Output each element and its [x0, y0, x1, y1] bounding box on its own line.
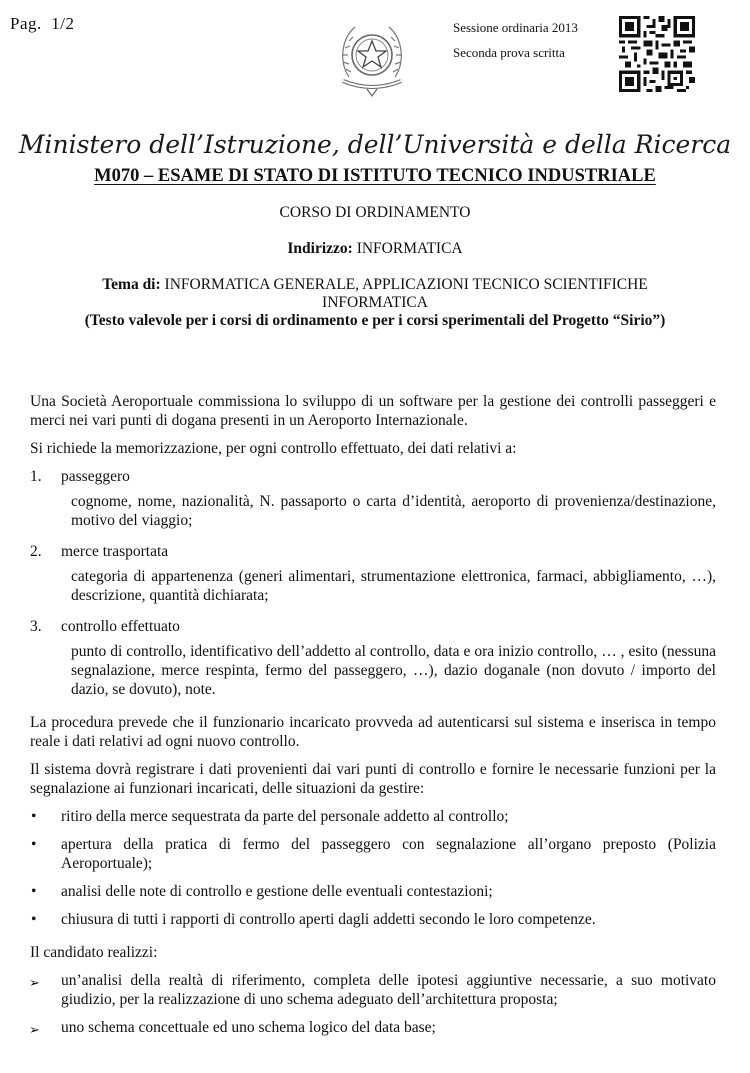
- data-item: [30, 542, 716, 605]
- bullet-icon: •: [31, 836, 37, 853]
- task-item: [30, 1018, 716, 1037]
- theme-label: Tema di:: [102, 276, 161, 293]
- address-value: INFORMATICA: [352, 240, 463, 257]
- situation-text: ritiro della merce sequestrata da parte del personale addetto al controllo;: [61, 808, 509, 825]
- task-text: un’analisi della realtà di riferimento, completa delle ipotesi aggiuntive necessarie, a suo motivato giudizio, per la realizzazione di uno schema adeguato dell’architettura proposta;: [61, 972, 716, 1008]
- body: [30, 392, 716, 1046]
- data-item-description: categoria di appartenenza (generi alimentari, strumentazione elettronica, farmaci, abbigliamento, …), descrizione, quantità dichiarata;: [71, 568, 716, 604]
- situation-text: analisi delle note di controllo e gestione delle eventuali contestazioni;: [61, 883, 493, 900]
- data-item-head: [30, 617, 716, 636]
- data-item-description: punto di controllo, identificativo dell’addetto al controllo, data e ora inizio controllo, … , esito (nessuna segnalazione, merce respinta, fermo del passeggero, …), dazio doganale (non dovuto / importo del dazio, se dovuto), note.: [71, 643, 716, 698]
- theme-value-line2: INFORMATICA: [322, 294, 428, 311]
- arrow-bullet-icon: ➢: [29, 1022, 40, 1037]
- arrow-bullet-icon: ➢: [29, 975, 40, 990]
- procedure-paragraph: La procedura prevede che il funzionario incaricato provveda ad autenticarsi sul sistema e inserisca in tempo reale i dati relativi ad ogni nuovo controllo.: [30, 714, 716, 750]
- task-item: [30, 971, 716, 1009]
- data-item-title: passeggero: [61, 468, 130, 485]
- ministry-heading: Ministero dell’Istruzione, dell’Università e della Ricerca: [18, 130, 732, 159]
- situation-item: [30, 807, 716, 826]
- data-item-number: 1.: [30, 468, 42, 485]
- theme-value-line1: INFORMATICA GENERALE, APPLICAZIONI TECNICO SCIENTIFICHE: [160, 276, 648, 293]
- address-label: Indirizzo:: [287, 240, 353, 257]
- data-item-title: controllo effettuato: [61, 618, 180, 635]
- bullet-icon: •: [31, 808, 37, 825]
- situation-item: [30, 882, 716, 901]
- page-number: Pag. 1/2: [10, 14, 75, 33]
- data-item: [30, 617, 716, 699]
- session-label: Sessione ordinaria 2013: [453, 20, 578, 35]
- situation-text: apertura della pratica di fermo del passeggero con segnalazione all’organo preposto (Polizia Aeroportuale);: [61, 836, 716, 872]
- task-text: uno schema concettuale ed uno schema logico del data base;: [61, 1019, 436, 1036]
- candidate-intro: Il candidato realizzi:: [30, 944, 158, 961]
- request-paragraph: Si richiede la memorizzazione, per ogni controllo effettuato, dei dati relativi a:: [30, 440, 517, 457]
- data-item-title: merce trasportata: [61, 543, 169, 560]
- data-item-number: 3.: [30, 618, 42, 635]
- situation-item: [30, 835, 716, 873]
- address-line: [0, 240, 750, 258]
- intro-paragraph: Una Società Aeroportuale commissiona lo sviluppo di un software per la gestione dei controlli passeggeri e merci nei vari punti di dogana presenti in un Aeroporto Internazionale.: [30, 393, 716, 429]
- data-item-description: cognome, nome, nazionalità, N. passaporto o carta d’identità, aeroporto di provenienza/destinazione, motivo del viaggio;: [71, 493, 716, 529]
- theme-block: [0, 276, 750, 312]
- situation-text: chiusura di tutti i rapporti di controllo aperti dagli addetti secondo le loro competenze.: [61, 911, 596, 928]
- italian-republic-emblem-icon: [337, 17, 407, 97]
- data-item: [30, 467, 716, 530]
- bullet-icon: •: [31, 883, 37, 900]
- bullet-icon: •: [31, 911, 37, 928]
- data-item-number: 2.: [30, 543, 42, 560]
- exam-title: M070 – ESAME DI STATO DI ISTITUTO TECNICO INDUSTRIALE: [94, 166, 656, 186]
- data-item-head: [30, 542, 716, 561]
- test-type-label: Seconda prova scritta: [453, 45, 565, 60]
- situation-item: [30, 910, 716, 929]
- qr-code-icon: [619, 16, 695, 92]
- session-info: [453, 15, 578, 65]
- title-block: [0, 128, 750, 330]
- course-label: CORSO DI ORDINAMENTO: [279, 204, 471, 221]
- theme-note: (Testo valevole per i corsi di ordinamento e per i corsi sperimentali del Progetto “Sirio”): [84, 312, 666, 329]
- system-paragraph: Il sistema dovrà registrare i dati provenienti dai vari punti di controllo e fornire le necessarie funzioni per la segnalazione ai funzionari incaricati, delle situazioni da gestire:: [30, 761, 716, 797]
- theme-line-1: [0, 276, 750, 294]
- data-item-head: [30, 467, 716, 486]
